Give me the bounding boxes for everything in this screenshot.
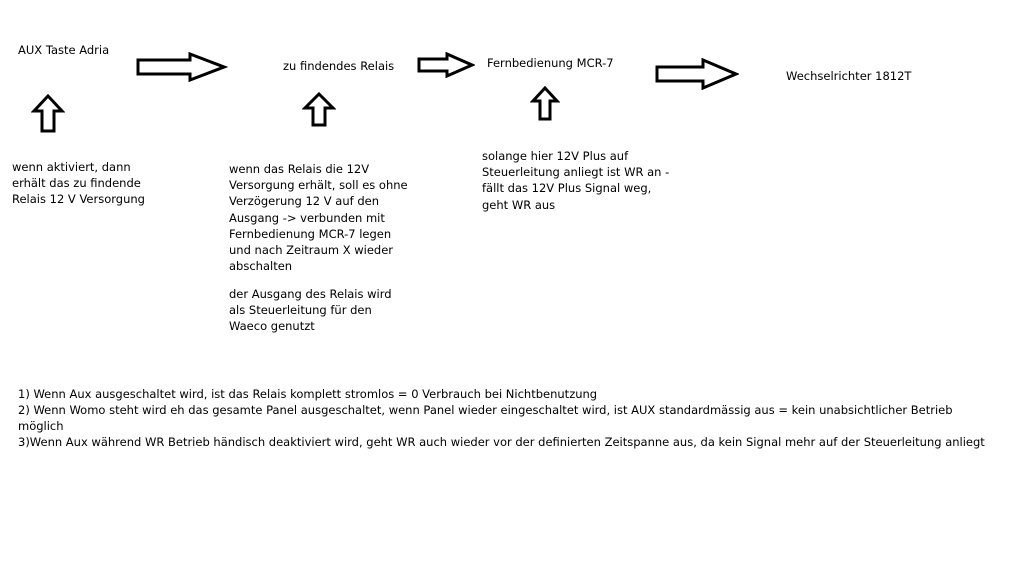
description-line: solange hier 12V Plus auf <box>482 149 629 163</box>
node-wechselrichter: Wechselrichter 1812T <box>786 69 912 83</box>
description-line: erhält das zu findende <box>12 176 141 191</box>
description-relais <box>229 161 408 274</box>
description-line: und nach Zeitraum X wieder <box>229 243 394 258</box>
node-fernbedienung: Fernbedienung MCR-7 <box>487 56 614 70</box>
description-line: Waeco genutzt <box>229 319 315 334</box>
node-aux-taste: AUX Taste Adria <box>18 43 110 57</box>
description-line: Versorgung erhält, soll es ohne <box>229 178 408 193</box>
note-2-continuation: möglich <box>18 419 64 433</box>
description-relais-output <box>229 286 392 335</box>
node-relais: zu findendes Relais <box>283 59 395 73</box>
note-3: 3)Wenn Aux während WR Betrieb händisch deaktiviert wird, geht WR auch wieder vor der definierten Zeitspanne aus, da kein Signal mehr auf der Steuerleitung anliegt <box>18 435 985 449</box>
description-fernbedienung <box>482 148 669 213</box>
description-line: Relais 12 V Versorgung <box>12 192 145 207</box>
description-line: geht WR aus <box>482 197 556 212</box>
description-line: fällt das 12V Plus Signal weg, <box>482 181 652 196</box>
description-line: Steuerleitung anliegt ist WR an - <box>482 165 670 180</box>
up-arrow-icon <box>530 86 560 122</box>
description-line: Ausgang -> verbunden mit <box>229 210 385 225</box>
note-1: 1) Wenn Aux ausgeschaltet wird, ist das Relais komplett stromlos = 0 Verbrauch bei Nichtbenutzung <box>18 387 598 401</box>
up-arrow-icon <box>302 92 336 128</box>
right-arrow-icon <box>655 58 739 90</box>
right-arrow-icon <box>417 52 475 78</box>
description-line: als Steuerleitung für den <box>229 303 372 318</box>
note-2: 2) Wenn Womo steht wird eh das gesamte Panel ausgeschaltet, wenn Panel wieder eingeschaltet wird, ist AUX standardmässig aus = kein unabsichtlicher Betrieb <box>18 403 953 417</box>
description-line: wenn das Relais die 12V <box>229 162 370 176</box>
description-aux <box>12 159 145 208</box>
description-line: der Ausgang des Relais wird <box>229 287 392 301</box>
description-line: wenn aktiviert, dann <box>12 160 131 174</box>
description-line: Verzögerung 12 V auf den <box>229 194 379 209</box>
description-line: Fernbedienung MCR-7 legen <box>229 226 392 241</box>
up-arrow-icon <box>31 94 65 134</box>
description-line: abschalten <box>229 259 293 274</box>
right-arrow-icon <box>136 52 228 82</box>
